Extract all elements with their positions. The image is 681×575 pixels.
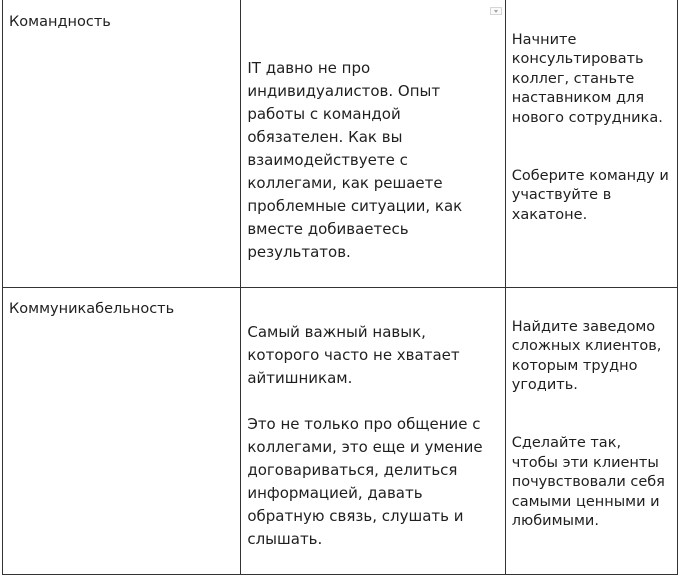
table-cell-advice[interactable] <box>505 0 677 288</box>
advice-text: Сделайте так, чтобы эти клиенты почувствовали себя самыми ценными и любимыми. <box>511 435 665 529</box>
description-text: IT давно не про индивидуалистов. Опыт работы с командой обязателен. Как вы взаимодействуете с коллегами, как решаете проблемные ситуации, как вместе добиваетесь результатов. <box>247 59 463 261</box>
chevron-down-icon[interactable] <box>490 7 502 15</box>
table-row <box>3 288 678 575</box>
advice-text: Соберите команду и участвуйте в хакатоне. <box>511 167 669 223</box>
document-table <box>2 0 678 575</box>
advice-text: Найдите заведомо сложных клиентов, которым трудно угодить. <box>511 318 662 393</box>
table-row <box>3 0 678 288</box>
table-cell-skill[interactable] <box>3 0 241 288</box>
skill-name: Коммуникабельность <box>9 301 175 317</box>
description-text: Самый важный навык, которого часто не хватает айтишникам. <box>247 323 460 387</box>
table-cell-description[interactable] <box>241 288 505 575</box>
description-text: Это не только про общение с коллегами, это еще и умение договариваться, делиться информацией, давать обратную связь, слушать и слышать. <box>247 415 483 548</box>
advice-text: Начните консультировать коллег, станьте наставником для нового сотрудника. <box>511 31 663 126</box>
table-cell-advice[interactable] <box>505 288 677 575</box>
table-cell-description[interactable] <box>241 0 505 288</box>
skill-name: Командность <box>9 14 111 30</box>
table-cell-skill[interactable] <box>3 288 241 575</box>
